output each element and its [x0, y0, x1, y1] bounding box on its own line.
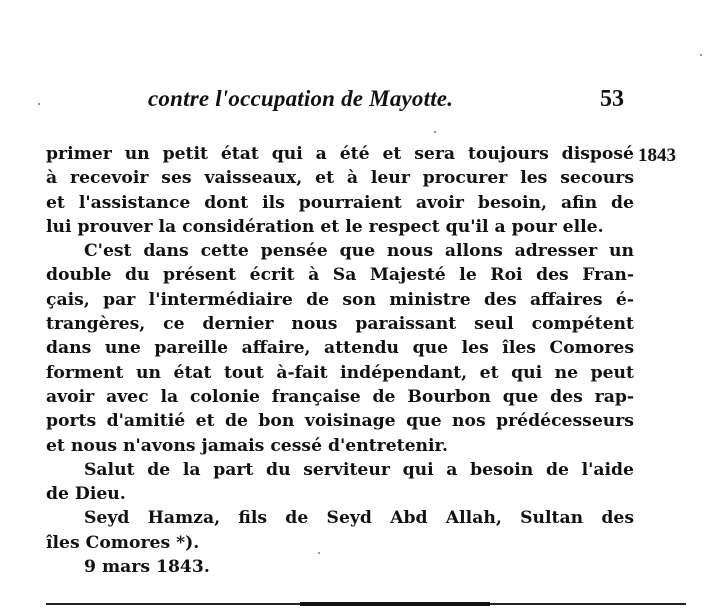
margin-year-note: 1843	[638, 145, 676, 166]
running-title: contre l'occupation de Mayotte.	[148, 86, 454, 111]
text-line: trangères, ce dernier nous paraissant seul compétent	[46, 314, 634, 335]
body-text	[46, 142, 634, 579]
text-line: îles Comores *).	[46, 532, 200, 553]
print-speck	[38, 103, 40, 105]
text-line: avoir avec la colonie française de Bourbon que des rap-	[46, 386, 634, 407]
text-line: et nous n'avons jamais cessé d'entretenir.	[46, 435, 449, 456]
text-line: dans une pareille affaire, attendu que les îles Comores	[46, 338, 634, 359]
text-line: çais, par l'intermédiaire de son ministre des affaires é-	[46, 289, 634, 310]
text-line: forment un état tout à-fait indépendant, et qui ne peut	[46, 362, 634, 383]
text-line: primer un petit état qui a été et sera toujours disposé	[46, 144, 634, 164]
text-line: à recevoir ses vaisseaux, et à leur procurer les secours	[46, 168, 634, 189]
text-line: Salut de la part du serviteur qui a besoin de l'aide	[84, 459, 634, 480]
print-speck	[700, 54, 702, 56]
text-line: et l'assistance dont ils pourraient avoir besoin, afin de	[46, 192, 634, 213]
text-line: double du présent écrit à Sa Majesté le Roi des Fran-	[46, 265, 634, 286]
text-line: Seyd Hamza, fils de Seyd Abd Allah, Sultan des	[84, 508, 634, 529]
text-line: C'est dans cette pensée que nous allons adresser un	[84, 241, 634, 262]
print-speck	[318, 552, 320, 554]
text-line: ports d'amitié et de bon voisinage que nos prédécesseurs	[46, 411, 634, 432]
page-number: 53	[600, 86, 624, 112]
text-line: de Dieu.	[46, 484, 126, 505]
text-line: 9 mars 1843.	[84, 557, 210, 578]
bottom-rule-thick-segment	[300, 602, 490, 606]
text-line: lui prouver la considération et le respect qu'il a pour elle.	[46, 216, 604, 237]
print-speck	[434, 131, 436, 133]
